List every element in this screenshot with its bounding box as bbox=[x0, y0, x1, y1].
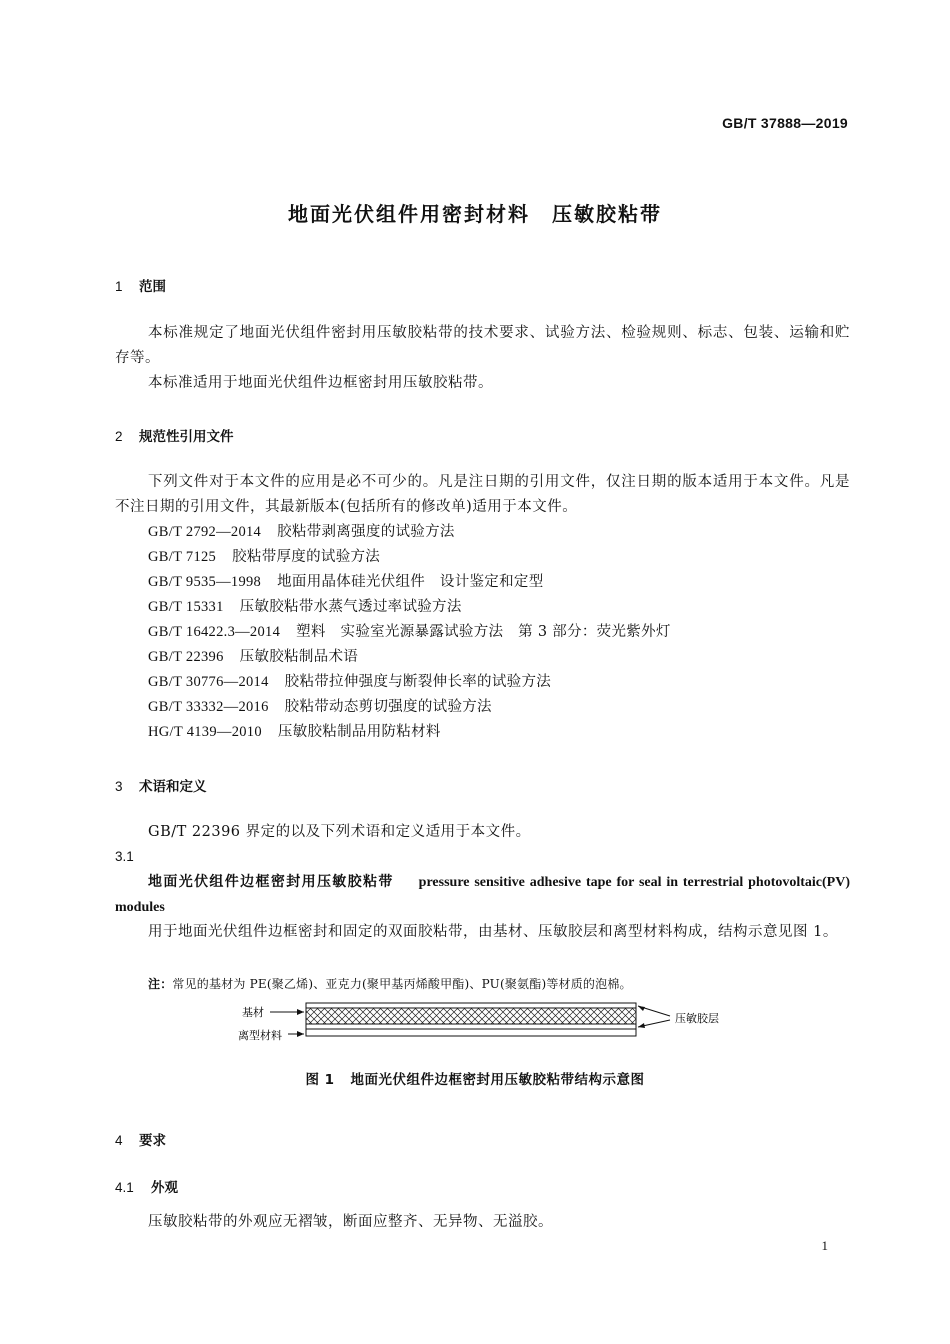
section-number: 3 bbox=[115, 779, 123, 794]
section-title: 规范性引用文件 bbox=[139, 429, 234, 445]
section-heading-4-1 bbox=[115, 1176, 178, 1196]
label-substrate: 基材 bbox=[242, 1006, 264, 1019]
term-chinese: 地面光伏组件边框密封用压敏胶粘带 bbox=[148, 874, 394, 890]
term-number: 3.1 bbox=[115, 849, 134, 864]
reference-code: GB/T 15331 bbox=[148, 599, 224, 615]
section-title: 术语和定义 bbox=[139, 779, 207, 795]
reference-code: HG/T 4139—2010 bbox=[148, 724, 262, 740]
standard-number: GB/T 37888—2019 bbox=[722, 115, 848, 131]
reference-name: 压敏胶粘带水蒸气透过率试验方法 bbox=[239, 599, 462, 615]
arrow-icon bbox=[297, 1009, 304, 1015]
reference-name: 塑料 实验室光源暴露试验方法 第 3 部分：荧光紫外灯 bbox=[296, 624, 671, 640]
section-number: 4.1 bbox=[115, 1180, 134, 1195]
scope-paragraph-1: 本标准规定了地面光伏组件密封用压敏胶粘带的技术要求、试验方法、检验规则、标志、包装、运输和贮存等。 bbox=[115, 325, 850, 366]
substrate-layer bbox=[306, 1008, 636, 1024]
arrow-icon bbox=[297, 1031, 304, 1037]
reference-name: 压敏胶粘制品用防粘材料 bbox=[277, 724, 441, 740]
section-heading-2 bbox=[115, 425, 234, 445]
label-release-material: 离型材料 bbox=[238, 1029, 282, 1042]
reference-code: GB/T 9535—1998 bbox=[148, 574, 262, 590]
scope-paragraph-2: 本标准适用于地面光伏组件边框密封用压敏胶粘带。 bbox=[148, 375, 493, 391]
reference-code: GB/T 2792—2014 bbox=[148, 524, 262, 540]
figure-title: 地面光伏组件边框密封用压敏胶粘带结构示意图 bbox=[350, 1072, 645, 1088]
references-intro: 下列文件对于本文件的应用是必不可少的。凡是注日期的引用文件，仅注日期的版本适用于本文件。凡是不注日期的引用文件，其最新版本(包括所有的修改单)适用于本文件。 bbox=[115, 474, 850, 515]
reference-item bbox=[148, 620, 671, 645]
reference-item bbox=[148, 695, 492, 720]
section-title: 外观 bbox=[151, 1180, 178, 1196]
reference-name: 胶粘带剥离强度的试验方法 bbox=[277, 524, 455, 540]
release-liner-layer bbox=[306, 1029, 636, 1036]
reference-item bbox=[148, 720, 441, 745]
note-label: 注： bbox=[148, 977, 173, 991]
reference-name: 胶粘带厚度的试验方法 bbox=[232, 549, 381, 565]
reference-code: GB/T 30776—2014 bbox=[148, 674, 269, 690]
section-number: 2 bbox=[115, 429, 123, 444]
note bbox=[148, 975, 632, 992]
section-number: 4 bbox=[115, 1133, 123, 1148]
figure-caption bbox=[0, 1068, 950, 1088]
top-adhesive-layer bbox=[306, 1003, 636, 1008]
reference-name: 压敏胶粘制品术语 bbox=[239, 649, 359, 665]
terms-intro: GB/T 22396 界定的以及下列术语和定义适用于本文件。 bbox=[148, 824, 531, 840]
reference-name: 地面用晶体硅光伏组件 设计鉴定和定型 bbox=[277, 574, 544, 590]
section-number: 1 bbox=[115, 279, 123, 294]
reference-item bbox=[148, 595, 462, 620]
reference-code: GB/T 22396 bbox=[148, 649, 224, 665]
reference-code: GB/T 16422.3—2014 bbox=[148, 624, 281, 640]
reference-code: GB/T 7125 bbox=[148, 549, 217, 565]
reference-item bbox=[148, 520, 455, 545]
note-text: 常见的基材为 PE(聚乙烯)、亚克力(聚甲基丙烯酸甲酯)、PU(聚氨酯)等材质的泡棉。 bbox=[172, 977, 632, 991]
document-title: 地面光伏组件用密封材料 压敏胶粘带 bbox=[288, 202, 662, 226]
section-heading-1 bbox=[115, 275, 166, 295]
arrow-icon bbox=[638, 1006, 645, 1011]
reference-item bbox=[148, 645, 358, 670]
appearance-paragraph: 压敏胶粘带的外观应无褶皱，断面应整齐、无异物、无溢胶。 bbox=[148, 1214, 553, 1230]
term-entry bbox=[115, 870, 850, 920]
term-english: pressure sensitive adhesive tape for seal in terrestrial photovoltaic(PV) modules bbox=[115, 875, 851, 915]
section-heading-3 bbox=[115, 775, 207, 795]
bottom-adhesive-layer bbox=[306, 1024, 636, 1029]
section-title: 范围 bbox=[139, 279, 166, 295]
section-title: 要求 bbox=[139, 1133, 166, 1149]
section-heading-4 bbox=[115, 1129, 166, 1149]
reference-name: 胶粘带拉伸强度与断裂伸长率的试验方法 bbox=[284, 674, 552, 690]
reference-item bbox=[148, 570, 544, 595]
reference-name: 胶粘带动态剪切强度的试验方法 bbox=[284, 699, 492, 715]
figure-number: 图 1 bbox=[305, 1072, 335, 1088]
label-adhesive-layer: 压敏胶层 bbox=[675, 1012, 719, 1025]
reference-code: GB/T 33332—2016 bbox=[148, 699, 269, 715]
page-number: 1 bbox=[821, 1238, 828, 1253]
term-definition: 用于地面光伏组件边框密封和固定的双面胶粘带，由基材、压敏胶层和离型材料构成，结构示意见图 1。 bbox=[148, 924, 838, 940]
reference-item bbox=[148, 670, 551, 695]
reference-item bbox=[148, 545, 380, 570]
tape-structure-figure bbox=[230, 998, 750, 1048]
